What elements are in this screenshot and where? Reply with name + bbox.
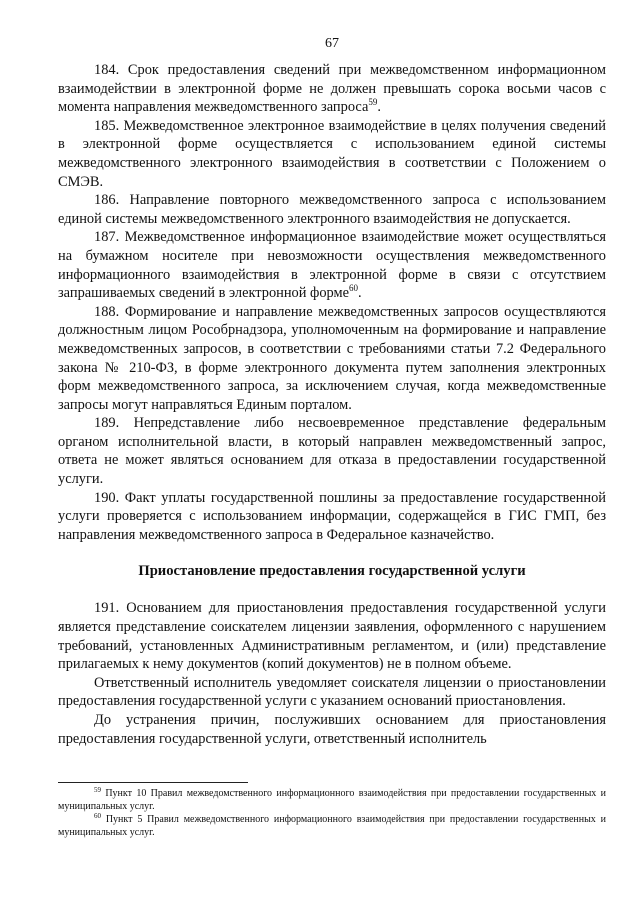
section-heading: Приостановление предоставления государственной услуги bbox=[138, 563, 526, 580]
document-page bbox=[58, 36, 606, 748]
paragraph-185: 185. Межведомственное электронное взаимодействие в целях получения сведений в электронной форме осуществляется с использованием единой системы межведомственного электронного взаимодействия в соответствии с Положением о СМЭВ. bbox=[58, 117, 606, 190]
footnote-ref-60[interactable]: 60 bbox=[349, 283, 359, 294]
footnote-ref-59[interactable]: 59 bbox=[368, 97, 378, 108]
paragraph-notification: Ответственный исполнитель уведомляет соискателя лицензии о приостановлении предоставления государственной услуги с указанием оснований приостановления. bbox=[58, 674, 606, 710]
paragraph-190: 190. Факт уплаты государственной пошлины за предоставление государственной услуги проверяется с использованием информации, содержащейся в ГИС ГМП, без направления межведомственного запроса в Федеральное казначейство. bbox=[58, 489, 606, 543]
paragraph-tail: . bbox=[358, 285, 362, 302]
paragraph-text: 187. Межведомственное информационное взаимодействие может осуществляться на бумажном носителе при невозможности осуществления межведомственного информационного взаимодействия в электронной форме в связи с отсутствием запрашиваемых сведений в электронной форме bbox=[58, 229, 606, 302]
paragraph-187 bbox=[58, 228, 606, 302]
paragraph-tail: . bbox=[377, 99, 381, 116]
paragraph-188: 188. Формирование и направление межведомственных запросов осуществляются должностным лицом Рособрнадзора, уполномоченным на формирование и направление межведомственных запросов, в соответствии с требованиями статьи 7.2 Федерального закона № 210-ФЗ, в форме электронного документа путем заполнения электронных форм межведомственного запроса, за исключением случая, когда межведомственные запросы могут направляться Единым порталом. bbox=[58, 303, 606, 413]
footnote-mark: 60 bbox=[94, 812, 101, 820]
paragraph-text: 184. Срок предоставления сведений при межведомственном информационном взаимодействии в электронной форме не должен превышать сорока восьми часов с момента направления межведомственного запроса bbox=[58, 62, 606, 116]
paragraph-186: 186. Направление повторного межведомственного запроса с использованием единой системы межведомственного электронного взаимодействия не допускается. bbox=[58, 192, 606, 227]
footnote-text: Пункт 10 Правил межведомственного информационного взаимодействия при предоставлении государственных и муниципальных услуг. bbox=[58, 788, 606, 812]
footnote-60 bbox=[58, 813, 606, 839]
footnotes bbox=[58, 782, 606, 839]
paragraph-184 bbox=[58, 61, 606, 117]
paragraph-until-elimination: До устранения причин, послуживших основанием для приостановления предоставления государственной услуги, ответственный исполнитель bbox=[58, 712, 606, 747]
paragraph-189: 189. Непредставление либо несвоевременное представление федеральным органом исполнительной власти, в который направлен межведомственный запрос, ответа не может являться основанием для отказа в предоставлении государственной услуги. bbox=[58, 415, 606, 488]
paragraph-191: 191. Основанием для приостановления предоставления государственной услуги является представление соискателем лицензии заявления, оформленного с нарушением требований, установленных Административным регламентом, и (или) представление прилагаемых к нему документов (копий документов) не в полном объеме. bbox=[58, 600, 606, 673]
footnote-59 bbox=[58, 787, 606, 813]
footnote-text: Пункт 5 Правил межведомственного информационного взаимодействия при предоставлении государственных и муниципальных услуг. bbox=[58, 814, 606, 838]
footnote-divider bbox=[58, 782, 248, 783]
page-number: 67 bbox=[325, 36, 339, 51]
footnote-mark: 59 bbox=[94, 786, 101, 794]
